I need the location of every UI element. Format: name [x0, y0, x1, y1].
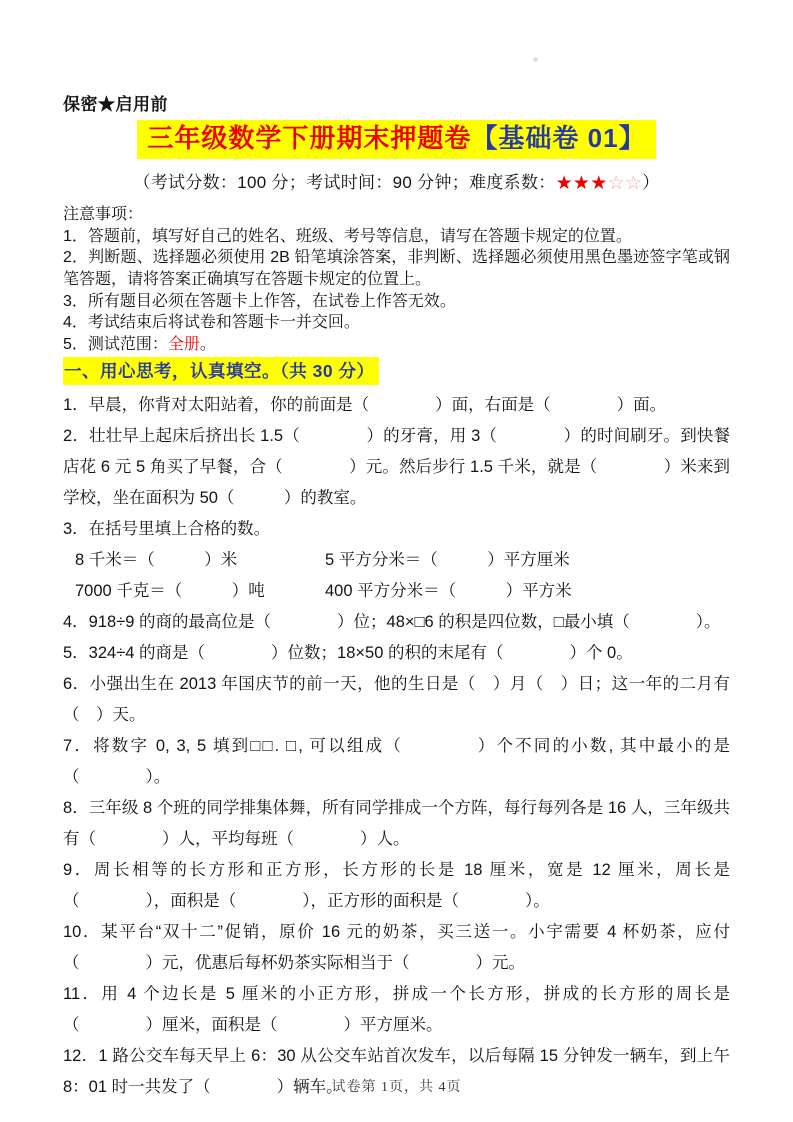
question-1: 1．早晨，你背对太阳站着，你的前面是（ ）面，右面是（ ）面。 [63, 396, 667, 415]
notice-item-2: 2．判断题、选择题必须使用 2B 铅笔填涂答案，非判断、选择题必须使用黑色墨迹签字笔或钢笔答题，请将答案正确填写在答题卡规定的位置上。 [63, 249, 730, 288]
question-11: 11．用 4 个边长是 5 厘米的小正方形，拼成一个长方形，拼成的长方形的周长是（ ）厘米，面积是（ ）平方厘米。 [63, 985, 730, 1035]
difficulty-stars-empty: ☆☆ [607, 173, 643, 195]
title-suffix-text: 【基础卷 01】 [471, 123, 646, 153]
question-3: 3．在括号里填上合格的数。 [63, 520, 271, 539]
question-3-row-1 [63, 545, 730, 576]
section-one-heading-row [63, 357, 730, 385]
exam-info-suffix: ） [642, 173, 660, 193]
notice-item-5-prefix: 5．测试范围： [63, 335, 168, 353]
question-4: 4．918÷9 的商的最高位是（ ）位；48×□6 的积是四位数，□最小填（ ）。 [63, 613, 721, 632]
notice-item-4: 4．考试结束后将试卷和答题卡一并交回。 [63, 314, 360, 332]
question-12: 12．1 路公交车每天早上 6：30 从公交车站首次发车，以后每隔 15 分钟发一辆车，到上午 8：01 时一共发了（ ）辆车。 [63, 1047, 730, 1097]
notice-section [63, 204, 730, 355]
question-3-row-2 [63, 576, 730, 607]
question-9: 9．周长相等的长方形和正方形，长方形的长是 18 厘米，宽是 12 厘米，周长是（ ），面积是（ ），正方形的面积是（ ）。 [63, 861, 730, 911]
question-3-blank-kg: 7000 千克＝（ ）吨 [75, 582, 265, 601]
question-8: 8．三年级 8 个班的同学排集体舞，所有同学排成一个方阵，每行每列各是 16 人，三年级共有（ ）人，平均每班（ ）人。 [63, 799, 730, 849]
notice-item-5-suffix: 。 [199, 335, 216, 353]
section-one-heading: 一、用心思考，认真填空。（共 30 分） [63, 357, 379, 385]
question-5: 5．324÷4 的商是（ ）位数；18×50 的积的末尾有（ ）个 0。 [63, 644, 633, 663]
exam-info-prefix: （考试分数：100 分；考试时间：90 分钟；难度系数： [133, 173, 556, 193]
page-footer: 试卷第 1页，共 4页 [331, 1080, 462, 1095]
page-title [63, 120, 730, 159]
question-10: 10．某平台“双十二”促销，原价 16 元的奶茶，买三送一。小宇需要 4 杯奶茶，应付（ ）元，优惠后每杯奶茶实际相当于（ ）元。 [63, 923, 730, 973]
notice-heading: 注意事项： [63, 206, 144, 224]
notice-item-5 [63, 334, 730, 356]
question-3-blank-km: 8 千米＝（ ）米 [75, 551, 238, 570]
confidential-label: 保密★启用前 [63, 95, 168, 114]
notice-item-1: 1．答题前，填写好自己的姓名、班级、考号等信息，请写在答题卡规定的位置。 [63, 227, 632, 245]
title-main-text: 三年级数学下册期末押题卷 [147, 123, 472, 153]
fill-in-blank-section [63, 390, 730, 1103]
question-3-blank-sqdm: 5 平方分米＝（ ）平方厘米 [325, 551, 570, 570]
notice-item-3: 3．所有题目必须在答题卡上作答，在试卷上作答无效。 [63, 292, 456, 310]
question-3-blank-sqm: 400 平方分米＝（ ）平方米 [325, 582, 572, 601]
title-highlight [137, 120, 655, 159]
notice-scope-highlight: 全册 [167, 335, 200, 353]
question-2: 2．壮壮早上起床后挤出长 1.5（ ）的牙膏，用 3（ ）的时间刷牙。到快餐店花 6 元 5 角买了早餐，合（ ）元。然后步行 1.5 千米，就是（ ）米来到学校，坐在面积为 50（ ）的教室。 [63, 427, 730, 508]
scan-speck [533, 57, 538, 62]
question-6: 6．小强出生在 2013 年国庆节的前一天，他的生日是（ ）月（ ）日；这一年的二月有（ ）天。 [63, 675, 730, 725]
question-7: 7．将数字 0, 3, 5 填到□□. □, 可以组成（ ）个不同的小数, 其中最小的是（ ）。 [63, 737, 730, 787]
exam-info-line [63, 168, 730, 195]
difficulty-stars-filled: ★★★ [555, 173, 608, 195]
